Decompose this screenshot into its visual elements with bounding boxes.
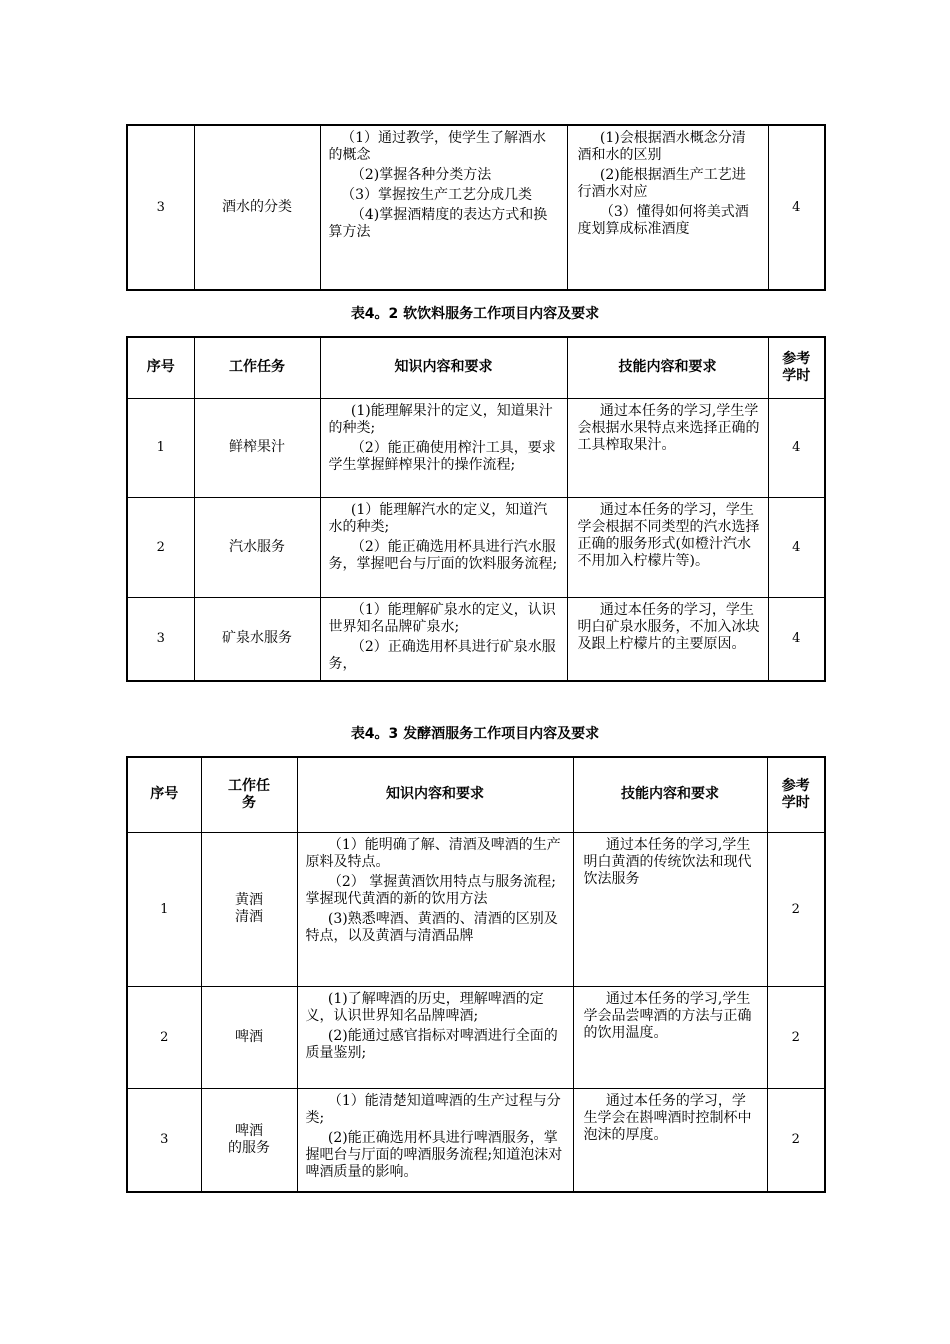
reference-hours: 4 xyxy=(768,398,825,497)
skill-item: 通过本任务的学习,学生明白黄酒的传统饮法和现代饮法服务 xyxy=(583,836,752,887)
header-hours-line: 参考 xyxy=(782,350,811,367)
skills-cell xyxy=(573,986,767,1088)
skills-cell xyxy=(567,497,768,597)
knowledge-item: （1）能明确了解、清酒及啤酒的生产原料及特点。 xyxy=(305,836,561,870)
table-row xyxy=(127,1088,825,1192)
reference-hours: 2 xyxy=(767,986,825,1088)
knowledge-item: (1）能理解汽水的定义，知道汽水的种类; xyxy=(328,501,548,535)
header-hours xyxy=(767,757,825,832)
row-number: 3 xyxy=(127,597,194,681)
table2 xyxy=(126,336,826,682)
header-knowledge: 知识内容和要求 xyxy=(297,757,573,832)
skills-cell xyxy=(573,1088,767,1192)
header-number: 序号 xyxy=(127,757,201,832)
work-task-line: 啤酒 xyxy=(235,1122,263,1139)
header-task-line: 工作任 xyxy=(228,777,270,794)
row-number: 1 xyxy=(127,832,201,986)
header-number: 序号 xyxy=(127,337,194,398)
table-row xyxy=(127,832,825,986)
skills-cell xyxy=(567,125,768,290)
header-hours xyxy=(768,337,825,398)
skill-item: 通过本任务的学习，学生学会在斟啤酒时控制杯中泡沫的厚度。 xyxy=(583,1092,752,1143)
work-task: 酒水的分类 xyxy=(194,125,320,290)
header-skills: 技能内容和要求 xyxy=(567,337,768,398)
knowledge-item: （1）能理解矿泉水的定义，认识世界知名品牌矿泉水; xyxy=(328,601,556,635)
skill-item: 通过本任务的学习，学生学会根据不同类型的汽水选择正确的服务形式(如橙汁汽水不用加入柠檬片等)。 xyxy=(577,501,760,569)
header-hours-line: 学时 xyxy=(781,794,810,811)
knowledge-cell xyxy=(320,497,567,597)
knowledge-item: （1）通过教学，使学生了解酒水的概念 xyxy=(328,130,547,163)
knowledge-item: (1)能理解果汁的定义，知道果汁的种类; xyxy=(328,402,553,436)
knowledge-cell xyxy=(297,1088,573,1192)
work-task-line: 黄酒 xyxy=(235,892,263,908)
work-task-line: 的服务 xyxy=(228,1139,270,1156)
knowledge-item: （2)掌握各种分类方法 xyxy=(350,167,492,183)
table-header-row xyxy=(127,337,825,398)
knowledge-item: （4)掌握酒精度的表达方式和换算方法 xyxy=(328,207,548,240)
knowledge-item: (1)了解啤酒的历史，理解啤酒的定义，认识世界知名品牌啤酒; xyxy=(305,990,544,1024)
knowledge-item: （2） 掌握黄酒饮用特点与服务流程;掌握现代黄酒的新的饮用方法 xyxy=(305,873,556,907)
skill-item: (1)会根据酒水概念分清酒和水的区别 xyxy=(577,130,746,163)
header-skills: 技能内容和要求 xyxy=(573,757,767,832)
knowledge-item: （1）能清楚知道啤酒的生产过程与分类; xyxy=(305,1092,561,1126)
work-task xyxy=(201,832,297,986)
work-task: 矿泉水服务 xyxy=(194,597,320,681)
work-task-line: 啤酒 xyxy=(235,1028,263,1045)
skills-cell xyxy=(567,398,768,497)
row-number: 3 xyxy=(127,125,194,290)
reference-hours: 2 xyxy=(767,832,825,986)
table-row xyxy=(127,597,825,681)
skill-item: 通过本任务的学习,学生学会品尝啤酒的方法与正确的饮用温度。 xyxy=(583,990,752,1041)
knowledge-cell xyxy=(320,398,567,497)
header-hours-line: 学时 xyxy=(782,367,811,384)
knowledge-cell xyxy=(297,986,573,1088)
knowledge-cell xyxy=(297,832,573,986)
knowledge-item: (3)熟悉啤酒、黄酒的、清酒的区别及特点，以及黄酒与清酒品牌 xyxy=(305,910,558,944)
skills-cell xyxy=(573,832,767,986)
reference-hours: 4 xyxy=(768,597,825,681)
table-row xyxy=(127,398,825,497)
knowledge-item: （2）能正确选用杯具进行汽水服务，掌握吧台与厅面的饮料服务流程; xyxy=(328,538,558,572)
knowledge-cell xyxy=(320,597,567,681)
work-task: 汽水服务 xyxy=(194,497,320,597)
header-hours-line: 参考 xyxy=(781,777,810,794)
row-number: 3 xyxy=(127,1088,201,1192)
row-number: 2 xyxy=(127,986,201,1088)
skill-item: 通过本任务的学习,学生学会根据水果特点来选择正确的工具榨取果汁。 xyxy=(577,402,760,453)
table-header-row xyxy=(127,757,825,832)
header-task-line: 务 xyxy=(242,794,256,811)
skill-item: （3）懂得如何将美式酒度划算成标准酒度 xyxy=(577,204,749,237)
table-row xyxy=(127,497,825,597)
table3-caption: 表4。3 发酵酒服务工作项目内容及要求 xyxy=(350,726,600,742)
table2-caption: 表4。2 软饮料服务工作项目内容及要求 xyxy=(350,306,600,322)
reference-hours: 4 xyxy=(768,125,825,290)
header-task xyxy=(201,757,297,832)
knowledge-item: （3）掌握按生产工艺分成几类 xyxy=(341,187,533,203)
work-task xyxy=(201,986,297,1088)
header-task: 工作任务 xyxy=(194,337,320,398)
header-knowledge: 知识内容和要求 xyxy=(320,337,567,398)
knowledge-item: (2)能正确选用杯具进行啤酒服务，掌握吧台与厅面的啤酒服务流程;知道泡沫对啤酒质量的影响。 xyxy=(305,1129,563,1180)
table-row xyxy=(127,125,825,290)
reference-hours: 4 xyxy=(768,497,825,597)
work-task-line: 清酒 xyxy=(235,909,263,925)
table3 xyxy=(126,756,826,1193)
knowledge-item: (2)能通过感官指标对啤酒进行全面的质量鉴别; xyxy=(305,1027,558,1061)
knowledge-item: （2）正确选用杯具进行矿泉水服务， xyxy=(328,638,556,672)
reference-hours: 2 xyxy=(767,1088,825,1192)
skill-item: (2)能根据酒生产工艺进行酒水对应 xyxy=(577,167,746,200)
table-row xyxy=(127,986,825,1088)
work-task: 鲜榨果汁 xyxy=(194,398,320,497)
knowledge-cell xyxy=(320,125,567,290)
table1-tail xyxy=(126,124,826,291)
row-number: 1 xyxy=(127,398,194,497)
row-number: 2 xyxy=(127,497,194,597)
work-task xyxy=(201,1088,297,1192)
skills-cell xyxy=(567,597,768,681)
knowledge-item: （2）能正确使用榨汁工具，要求学生掌握鲜榨果汁的操作流程; xyxy=(328,439,556,473)
skill-item: 通过本任务的学习，学生明白矿泉水服务，不加入冰块及跟上柠檬片的主要原因。 xyxy=(577,601,760,652)
